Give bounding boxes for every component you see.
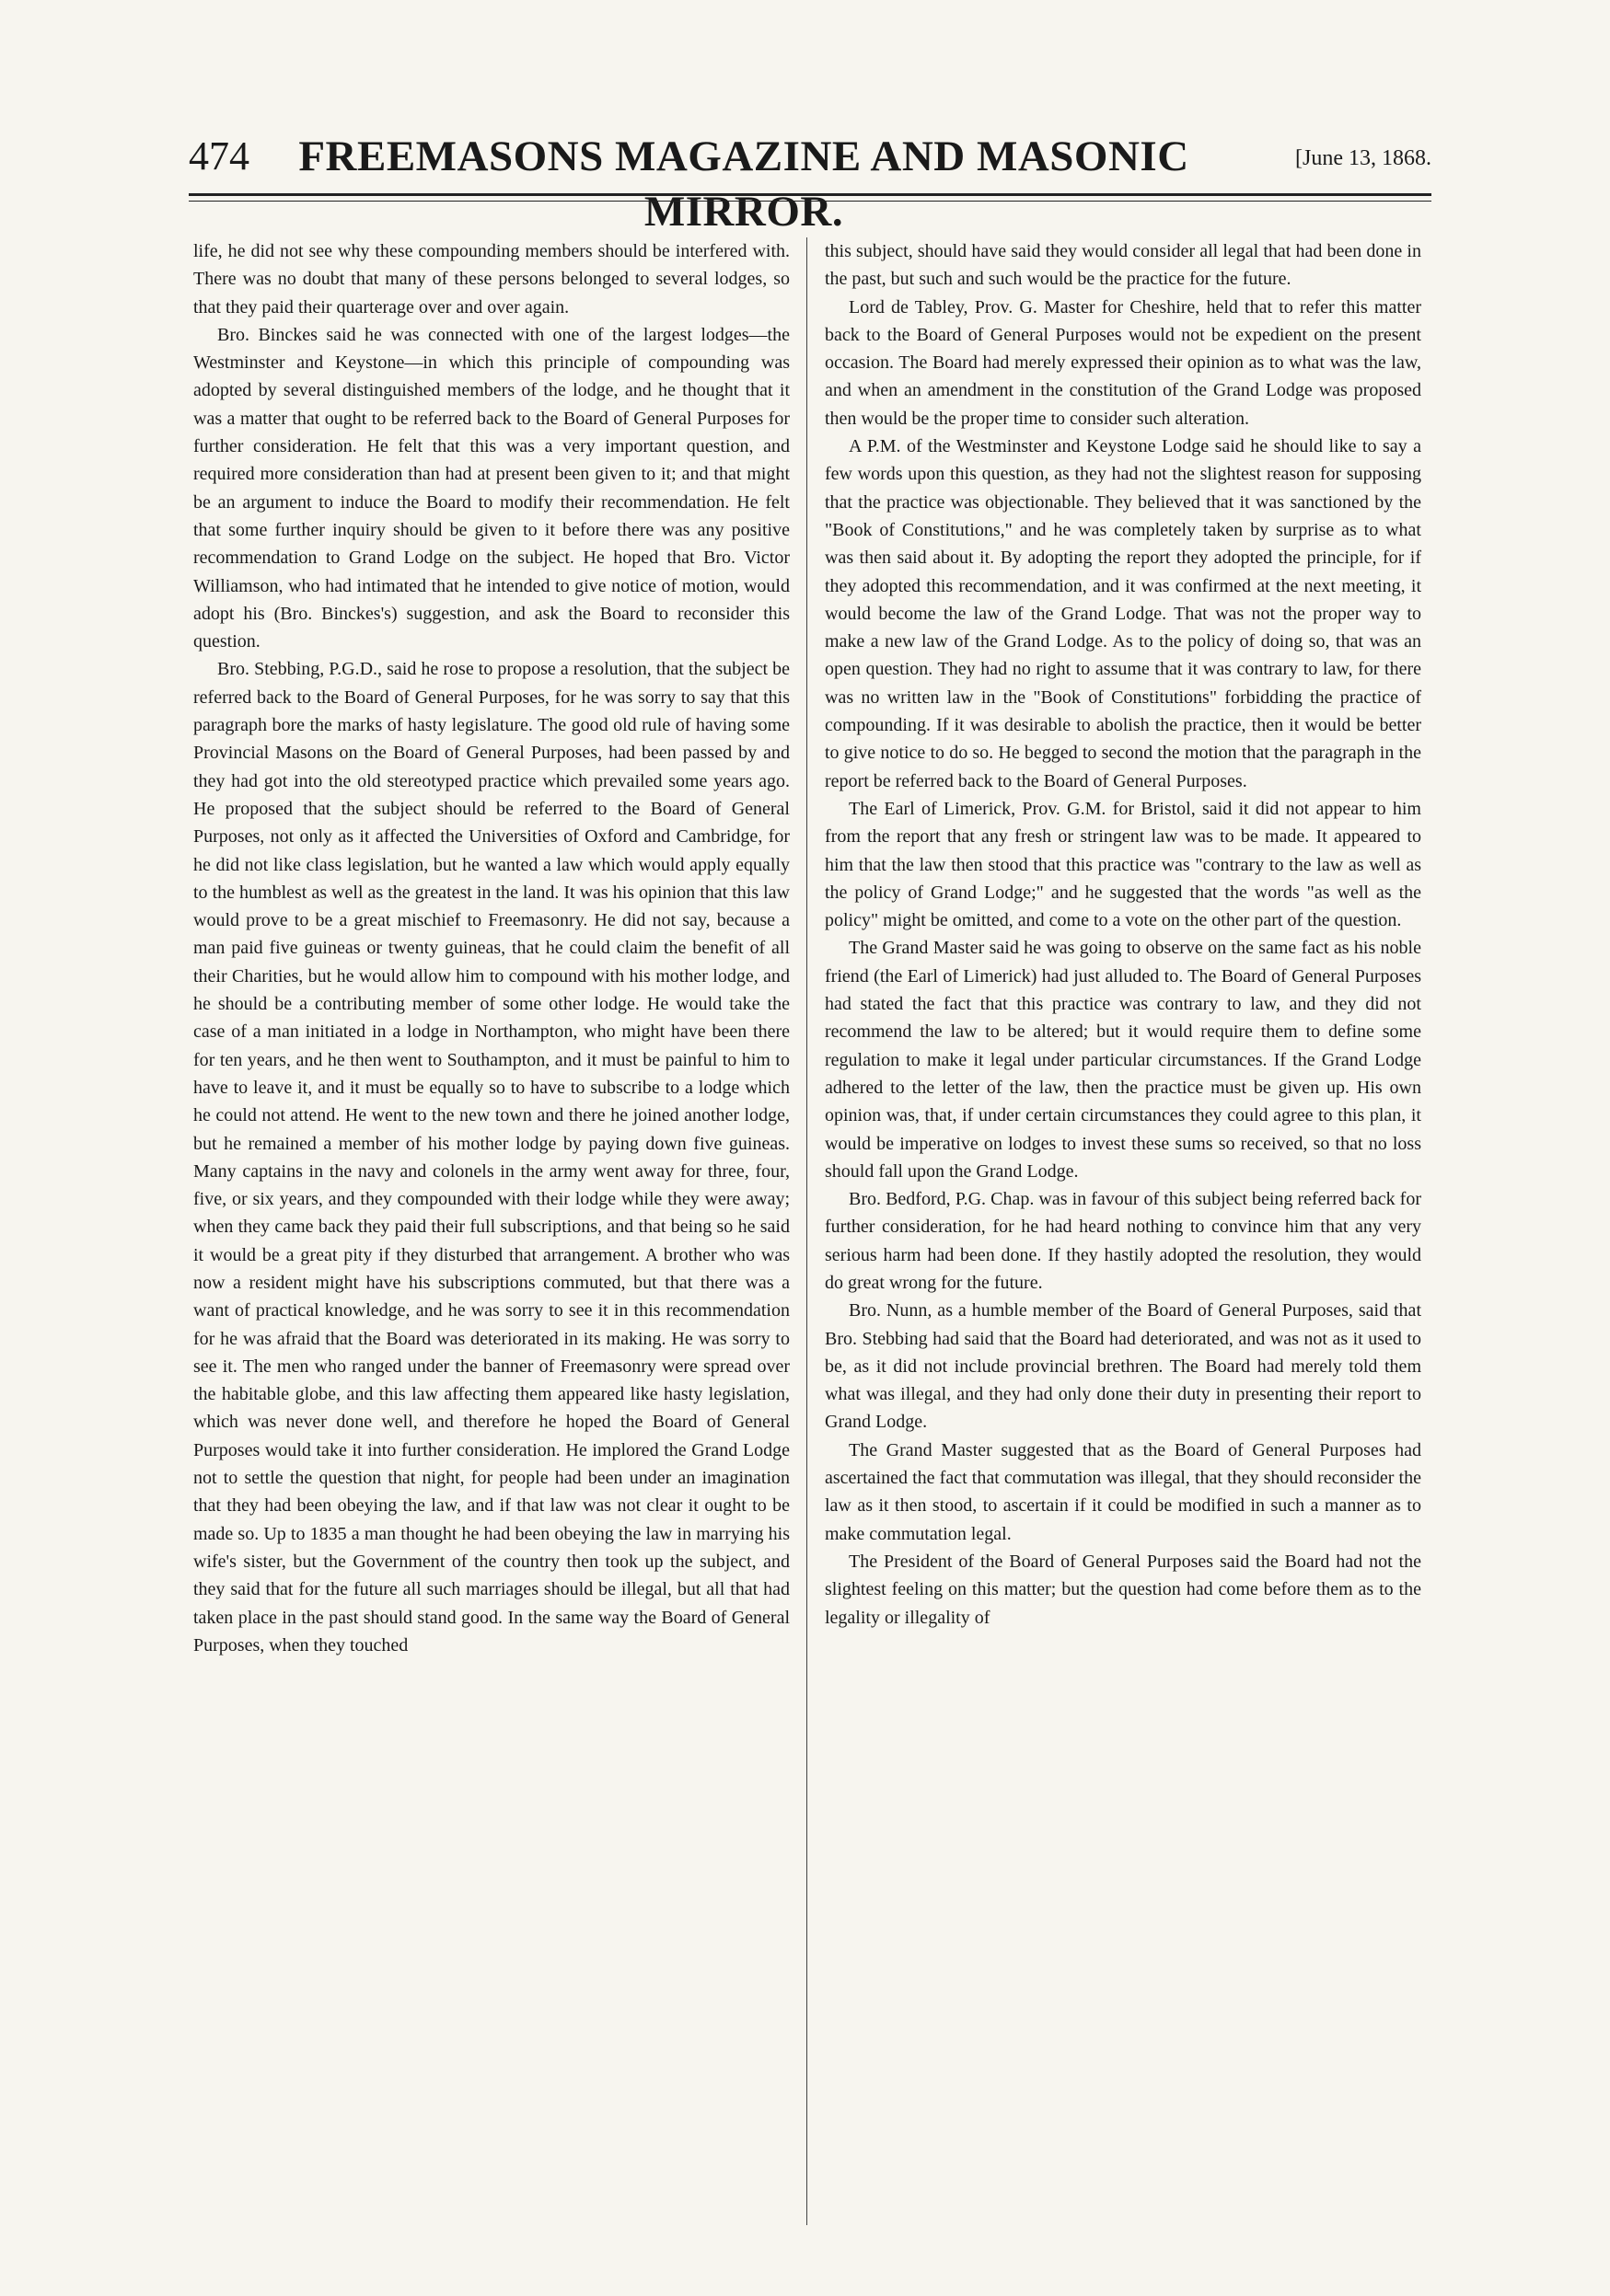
paragraph: Bro. Bedford, P.G. Chap. was in favour of this subject being referred back for further consideration, for he had heard nothing to convince him that any very serious harm had been done. If they hastily adopted the resolution, they would do great wrong for the future. (825, 1189, 1421, 1293)
page-header (189, 129, 1431, 236)
header-rule-thin (189, 201, 1431, 202)
paragraph: Lord de Tabley, Prov. G. Master for Cheshire, held that to refer this matter back to the Board of General Purposes would not be expedient on the present occasion. The Board had merely expressed their opinion as to what was the law, and when an amendment in the constitution of the Grand Lodge was proposed then would be the proper time to consider such alteration. (825, 296, 1421, 429)
paragraph: A P.M. of the Westminster and Keystone Lodge said he should like to say a few words upon this question, as they had not the slightest reason for supposing that the practice was objectionable. They believed that it was sanctioned by the "Book of Constitutions," and he was completely taken by surprise as to what was then said about it. By adopting the report they adopted the principle, for if they adopted this recommendation, and it was confirmed at the next meeting, it would become the law of the Grand Lodge. That was not the proper way to make a new law of the Grand Lodge. As to the policy of doing so, that was an open question. They had no right to assume that it was contrary to law, for there was no written law in the "Book of Constitutions" forbidding the practice of compounding. If it was desirable to abolish the practice, then it would be better to give notice to do so. He begged to second the motion that the paragraph in the report be referred back to the Board of General Purposes. (825, 436, 1421, 791)
page-number: 474 (189, 133, 249, 179)
paragraph: The President of the Board of General Purposes said the Board had not the slightest feeling on this matter; but the question had come before them as to the legality or illegality of (825, 1551, 1421, 1628)
paragraph: The Earl of Limerick, Prov. G.M. for Bristol, said it did not appear to him from the report that any fresh or stringent law was to be made. It appeared to him that the law then stood that this practice was "contrary to the law as well as the policy of Grand Lodge;" and he suggested that the words "as well as the policy" might be omitted, and come to a vote on the other part of the question. (825, 798, 1421, 931)
column-divider (806, 237, 807, 2225)
left-column (193, 237, 790, 1659)
paragraph: life, he did not see why these compounding members should be interfered with. There was no doubt that many of these persons belonged to several lodges, so that they paid their quarterage over and over again. (193, 241, 790, 317)
paragraph: The Grand Master suggested that as the Board of General Purposes had ascertained the fact that commutation was illegal, that they should reconsider the law as it then stood, to ascertain if it could be modified in such a manner as to make commutation legal. (825, 1439, 1421, 1544)
issue-date: [June 13, 1868. (1295, 146, 1431, 170)
masthead-title: FREEMASONS MAGAZINE AND MASONIC MIRROR. (298, 133, 1189, 236)
paragraph: Bro. Stebbing, P.G.D., said he rose to propose a resolution, that the subject be referred back to the Board of General Purposes, for he was sorry to say that this paragraph bore the marks of hasty legislature. The good old rule of having some Provincial Masons on the Board of General Purposes, had been passed by and they had got into the old stereotyped practice which prevailed some years ago. He proposed that the subject should be referred to the Board of General Purposes, not only as it affected the Universities of Oxford and Cambridge, for he did not like class legislation, but he wanted a law which would apply equally to the humblest as well as the greatest in the land. It was his opinion that this law would prove to be a great mischief to Freemasonry. He did not say, because a man paid five guineas or twenty guineas, that he could claim the benefit of all their Charities, but he would allow him to compound with his mother lodge, and he should be a contributing member of some other lodge. He would take the case of a man initiated in a lodge in Northampton, who might have been there for ten years, and he then went to Southampton, and it must be painful to him to have to leave it, and it must be equally so to have to subscribe to a lodge which he could not attend. He went to the new town and there he joined another lodge, but he remained a member of his mother lodge by paying down five guineas. Many captains in the navy and colonels in the army went away for three, four, five, or six years, and they compounded with their lodge while they were away; when they came back they paid their full subscriptions, and that being so he said it would be a great pity if they disturbed that arrangement. A brother who was now a resident might have his subscriptions commuted, but that there was a want of practical knowledge, and he was sorry to see it in this recommendation for he was afraid that the Board was deteriorated in its making. He was sorry to see it. The men who ranged under the banner of Freemasonry were spread over the habitable globe, and this law affecting them appeared like hasty legislation, which was never done well, and therefore he hoped the Board of General Purposes would take it into further consideration. He implored the Grand Lodge not to settle the question that night, for people had been under an imagination that they had been obeying the law, and if that law was not clear it ought to be made so. Up to 1835 a man thought he had been obeying the law in marrying his wife's sister, but the Government of the country then took up the subject, and they said that for the future all such marriages should be illegal, but all that had taken place in the past should stand good. In the same way the Board of General Purposes, when they touched (193, 659, 790, 1656)
paragraph: this subject, should have said they would consider all legal that had been done in the past, but such and such would be the practice for the future. (825, 241, 1421, 290)
paragraph: Bro. Binckes said he was connected with one of the largest lodges—the Westminster and Keystone—in which this principle of compounding was adopted by several distinguished members of the lodge, and he thought that it was a matter that ought to be referred back to the Board of General Purposes for further consideration. He felt that this was a very important question, and required more consideration than had at present been given to it; and that might be an argument to induce the Board to modify their recommendation. He felt that some further inquiry should be given to it before there was any positive recommendation to Grand Lodge on the subject. He hoped that Bro. Victor Williamson, who had intimated that he intended to give notice of motion, would adopt his (Bro. Binckes's) suggestion, and ask the Board to reconsider this question. (193, 324, 790, 652)
right-column (825, 237, 1421, 1632)
header-rule-thick (189, 193, 1431, 196)
paragraph: The Grand Master said he was going to observe on the same fact as his noble friend (the Earl of Limerick) had just alluded to. The Board of General Purposes had stated the fact that this practice was contrary to law, and they did not recommend the law to be altered; but it would require them to define some regulation to make it legal under particular circumstances. If the Grand Lodge adhered to the letter of the law, then the practice must be given up. His own opinion was, that, if under certain circumstances they could agree to this plan, it would be imperative on lodges to invest these sums so received, so that no loss should fall upon the Grand Lodge. (825, 938, 1421, 1182)
paragraph: Bro. Nunn, as a humble member of the Board of General Purposes, said that Bro. Stebbing had said that the Board had deteriorated, and was not as it used to be, as it did not include provincial brethren. The Board had merely told them what was illegal, and they had only done their duty in presenting their report to Grand Lodge. (825, 1300, 1421, 1433)
